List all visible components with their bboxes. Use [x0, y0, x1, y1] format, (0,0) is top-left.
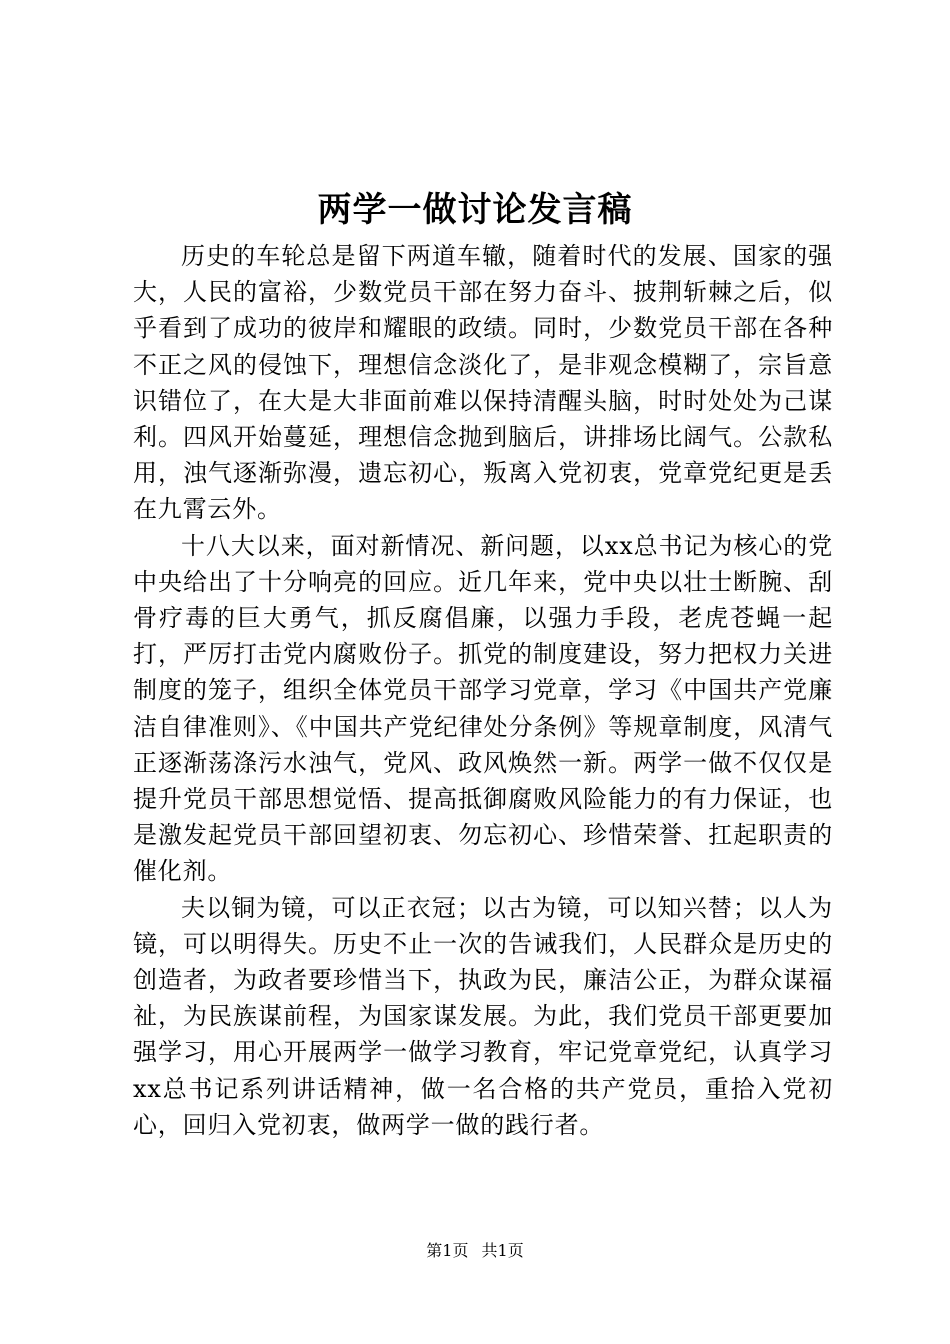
document-title: 两学一做讨论发言稿 [317, 190, 633, 230]
page-total: 共1页 [481, 1241, 524, 1260]
paragraph-2: 十八大以来，面对新情况、新问题，以xx总书记为核心的党中央给出了十分响亮的回应。近几年来，党中央以壮士断腕、刮骨疗毒的巨大勇气，抓反腐倡廉，以强力手段，老虎苍蝇一起打，严厉打击党内腐败份子。抓党的制度建设，努力把权力关进制度的笼子，组织全体党员干部学习党章，学习《中国共产党廉洁自律准则》、《中国共产党纪律处分条例》等规章制度，风清气正逐渐荡涤污水浊气，党风、政风焕然一新。两学一做不仅仅是提升党员干部思想觉悟、提高抵御腐败风险能力的有力保证，也是激发起党员干部回望初衷、勿忘初心、珍惜荣誉、扛起职责的催化剂。 [133, 531, 833, 886]
page-number: 第1页 [426, 1241, 469, 1260]
document-body [133, 238, 833, 1143]
page-footer [0, 1241, 950, 1261]
paragraph-3: 夫以铜为镜，可以正衣冠；以古为镜，可以知兴替；以人为镜，可以明得失。历史不止一次的告诫我们，人民群众是历史的创造者，为政者要珍惜当下，执政为民，廉洁公正，为群众谋福祉，为民族谋前程，为国家谋发展。为此，我们党员干部更要加强学习，用心开展两学一做学习教育，牢记党章党纪，认真学习xx总书记系列讲话精神，做一名合格的共产党员，重拾入党初心，回归入党初衷，做两学一做的践行者。 [133, 893, 833, 1139]
paragraph-1: 历史的车轮总是留下两道车辙，随着时代的发展、国家的强大，人民的富裕，少数党员干部在努力奋斗、披荆斩棘之后，似乎看到了成功的彼岸和耀眼的政绩。同时，少数党员干部在各种不正之风的侵蚀下，理想信念淡化了，是非观念模糊了，宗旨意识错位了，在大是大非面前难以保持清醒头脑，时时处处为己谋利。四风开始蔓延，理想信念抛到脑后，讲排场比阔气。公款私用，浊气逐渐弥漫，遗忘初心，叛离入党初衷，党章党纪更是丢在九霄云外。 [133, 242, 833, 524]
